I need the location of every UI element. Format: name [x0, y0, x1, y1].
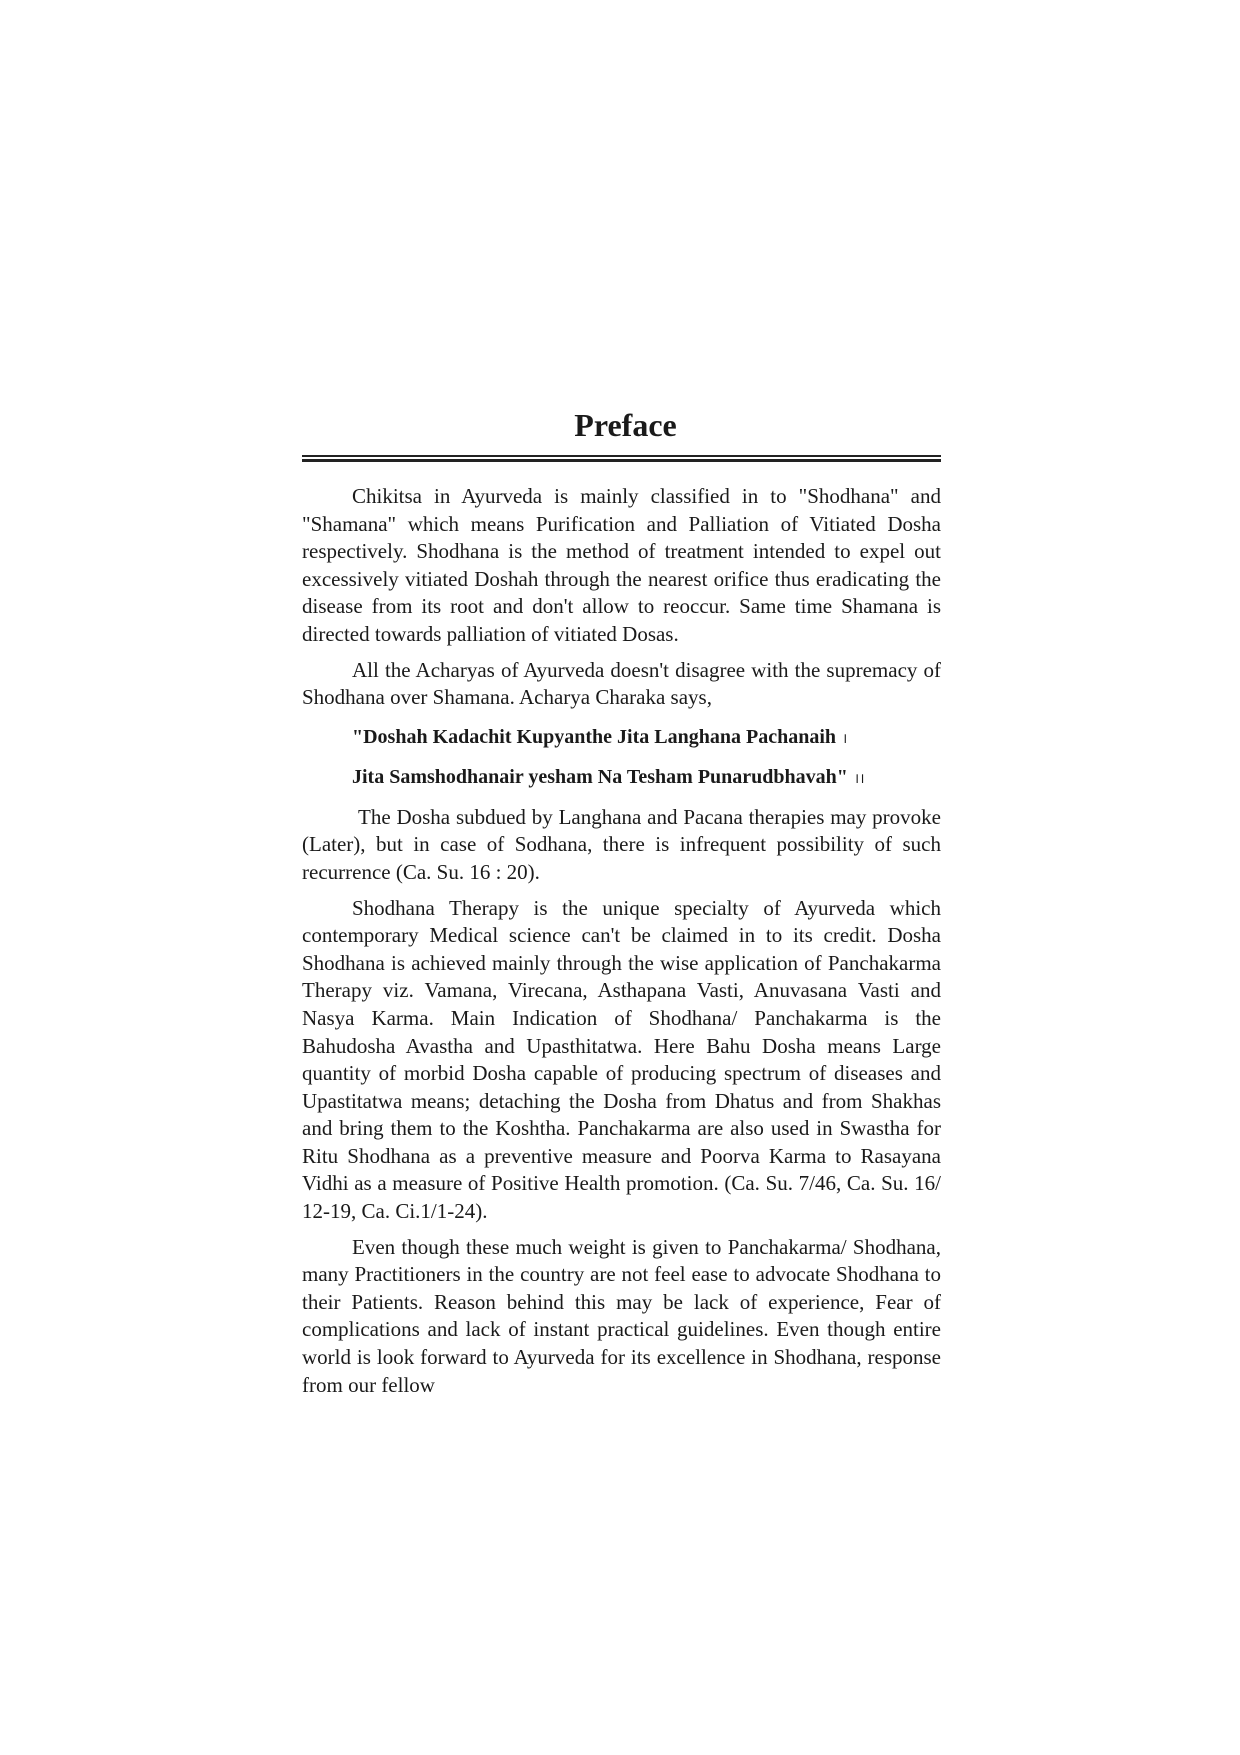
paragraph-4: Shodhana Therapy is the unique specialty of Ayurveda which contemporary Medical science can't be claimed in to its credit. Dosha Shodhana is achieved mainly through the wise application of Panchakarma Therapy viz. Vamana, Virecana, Asthapana Vasti, Anuvasana Vasti and Nasya Karma. Main Indication of Shodhana/ Panchakarma is the Bahudosha Avastha and Upasthitatwa. Here Bahu Dosha means Large quantity of morbid Dosha capable of producing spectrum of diseases and Upastitatwa means; detaching the Dosha from Dhatus and from Shakhas and bring them to the Koshtha. Panchakarma are also used in Swastha for Ritu Shodhana as a preventive measure and Poorva Karma to Rasayana Vidhi as a measure of Positive Health promotion. (Ca. Su. 7/46, Ca. Su. 16/ 12-19, Ca. Ci.1/1-24).: [302, 895, 941, 1224]
double-danda-mark: ।।: [853, 770, 865, 787]
preface-body: [302, 483, 941, 1399]
sanskrit-quote-line-1: [352, 724, 941, 752]
paragraph-1: Chikitsa in Ayurveda is mainly classified in to "Shodhana" and "Shamana" which means Purification and Palliation of Vitiated Dosha respectively. Shodhana is the method of treatment intended to expel out excessively vitiated Doshah through the nearest orifice thus eradicating the disease from its root and don't allow to reoccur. Same time Shamana is directed towards palliation of vitiated Dosas.: [302, 484, 941, 646]
danda-mark: ।: [842, 730, 848, 747]
paragraph-5: Even though these much weight is given to Panchakarma/ Shodhana, many Practitioners in the country are not feel ease to advocate Shodhana to their Patients. Reason behind this may be lack of experience, Fear of complications and lack of instant practical guidelines. Even though entire world is look forward to Ayurveda for its excellence in Shodhana, response from our fellow: [302, 1234, 941, 1397]
sanskrit-quote-line-2: [352, 764, 941, 792]
title-divider: [302, 455, 941, 457]
quote-line-1-text: "Doshah Kadachit Kupyanthe Jita Langhana Pachanaih: [352, 725, 837, 748]
quote-line-2-text: Jita Samshodhanair yesham Na Tesham Punarudbhavah": [352, 765, 848, 788]
paragraph-3: The Dosha subdued by Langhana and Pacana therapies may provoke (Later), but in case of Sodhana, there is infrequent possibility of such recurrence (Ca. Su. 16 : 20).: [302, 804, 941, 884]
page-title: Preface: [574, 407, 677, 443]
document-page: [302, 405, 941, 1407]
paragraph-2: All the Acharyas of Ayurveda doesn't disagree with the supremacy of Shodhana over Shamana. Acharya Charaka says,: [302, 657, 941, 710]
